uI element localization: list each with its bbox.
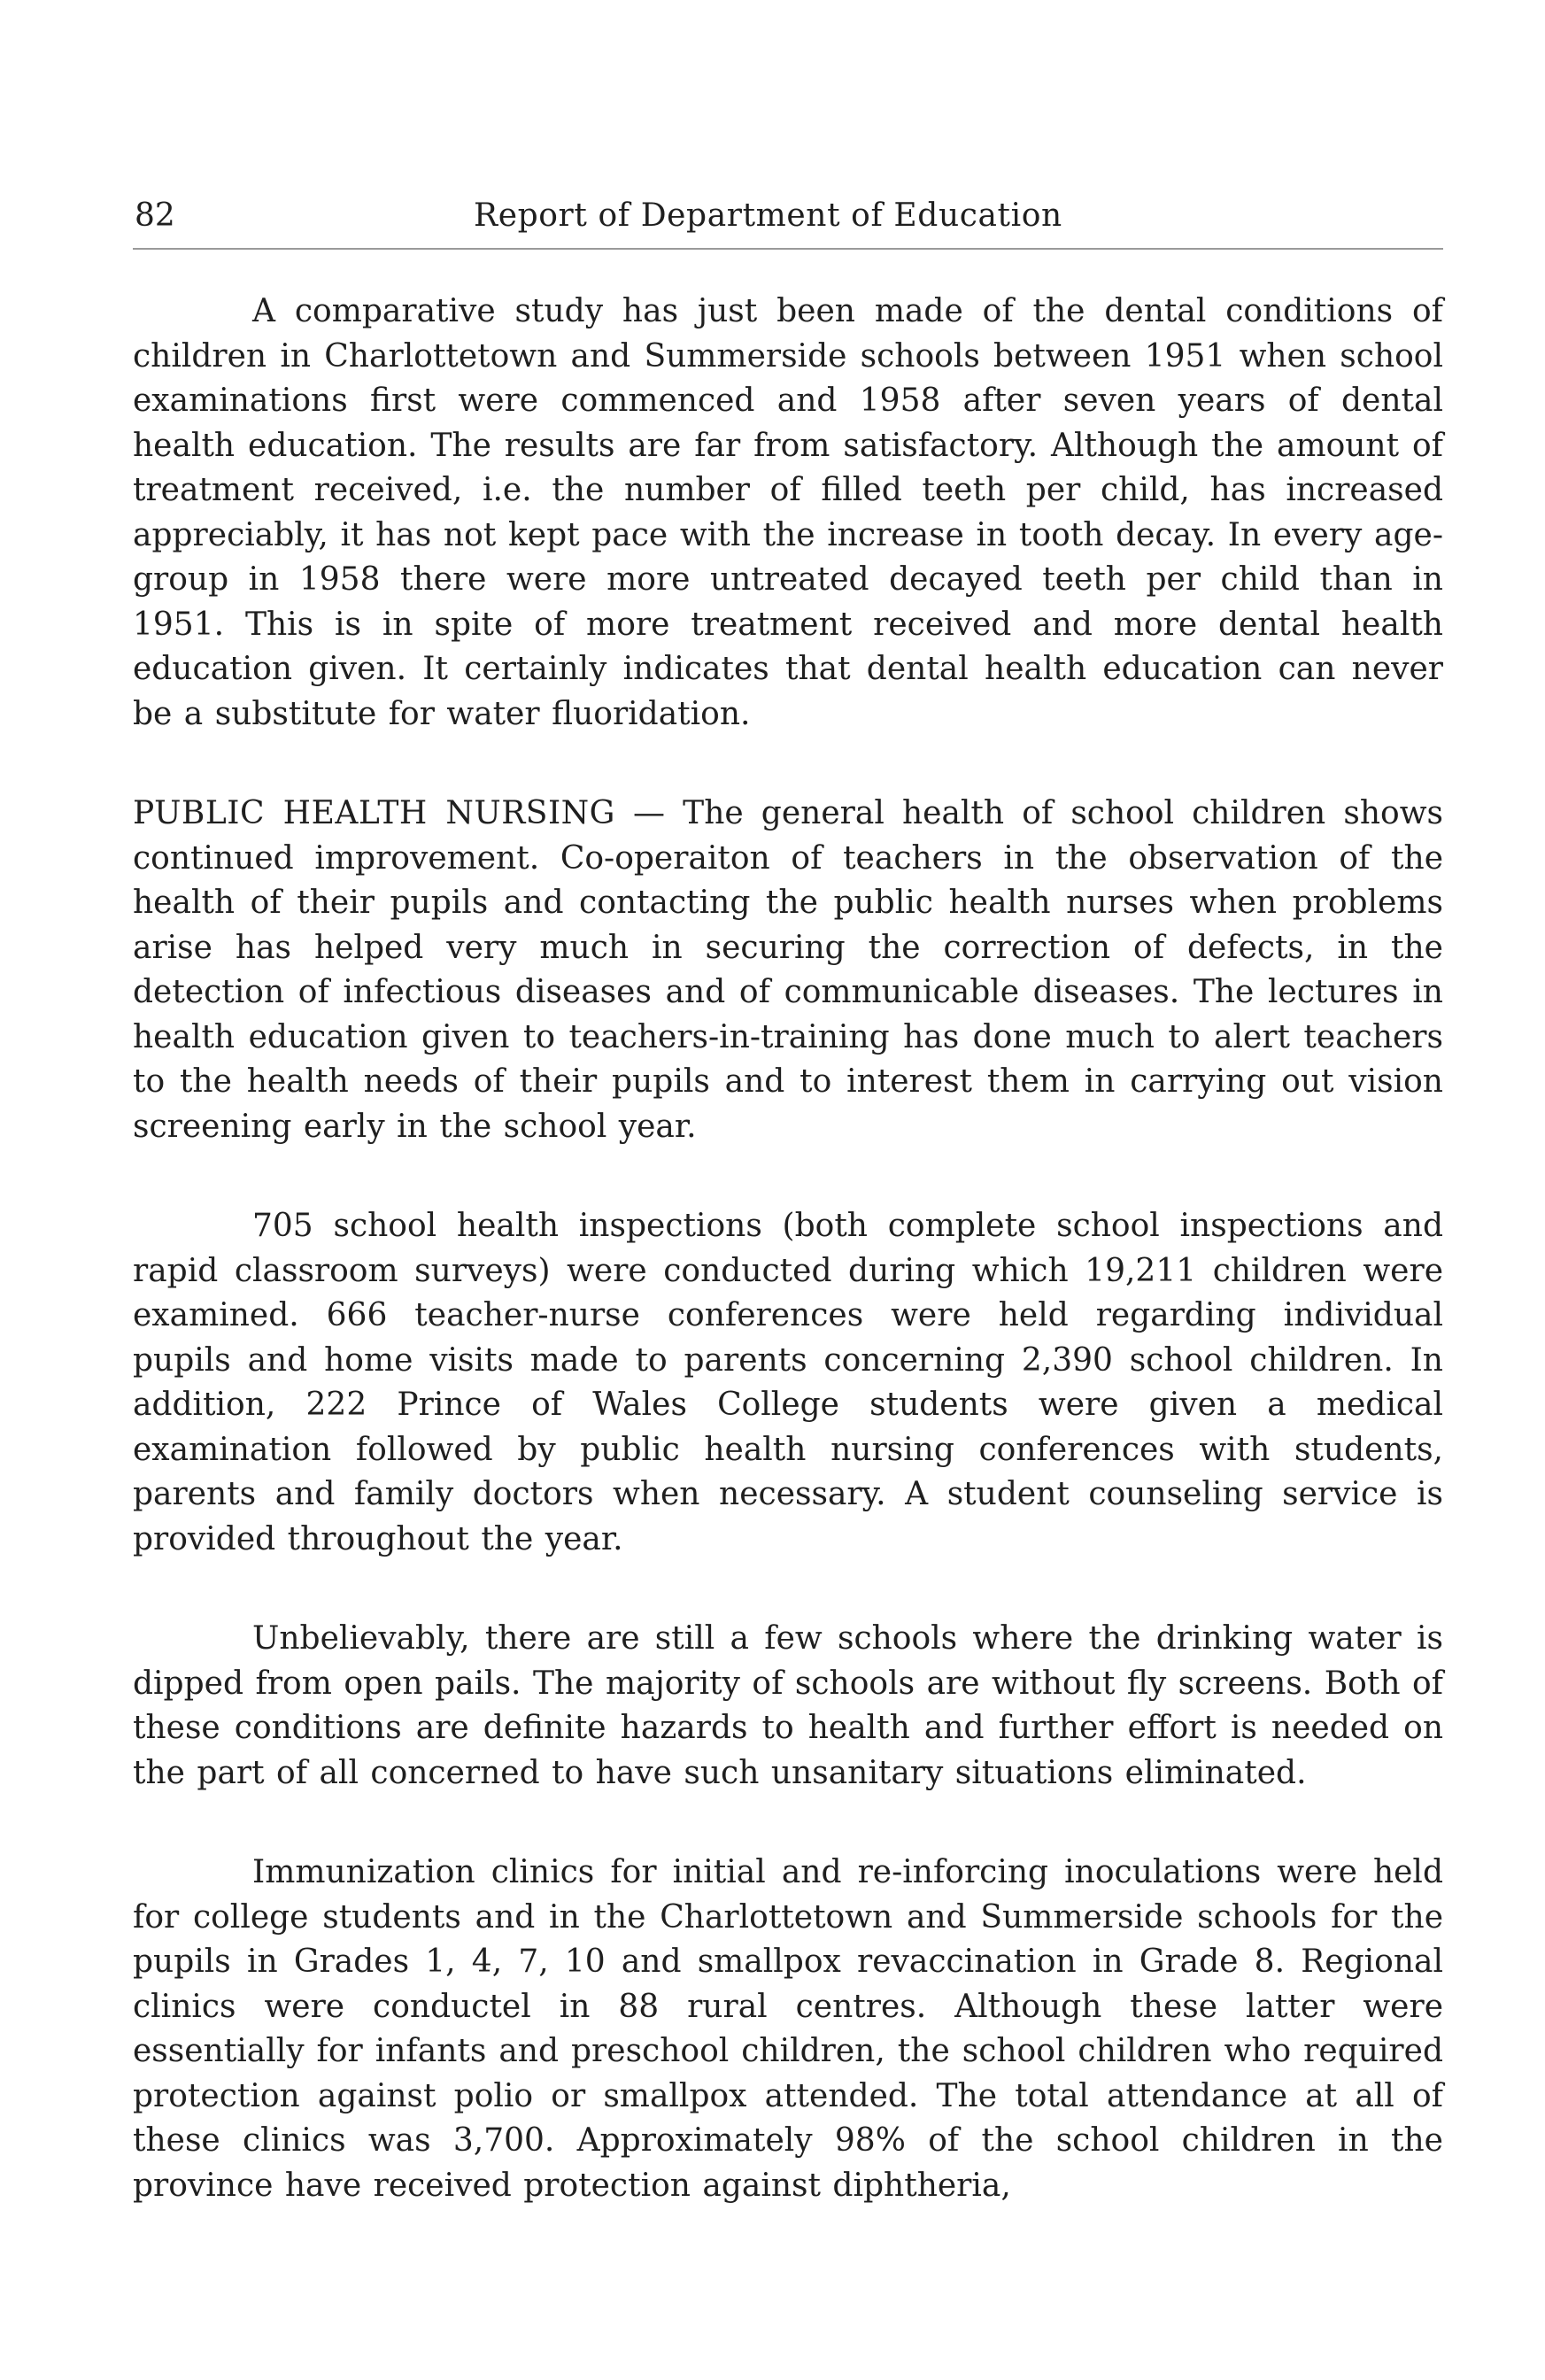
paragraph-drinking-water: Unbelievably, there are still a few schools where the drinking water is dipped from open pails. The majority of schools are without fly screens. Both of these conditions are definite hazards to health and further effort is needed on the part of all concerned to have such unsanitary situations eliminated.: [133, 1620, 1443, 1791]
document-page: [133, 0, 1443, 2380]
running-title: Report of Department of Education: [474, 197, 1062, 234]
paragraph-dental-study: A comparative study has just been made of the dental conditions of children in Charlottetown and Summerside schools between 1951 when school examinations first were commenced and 1958 after seven years of dental health education. The results are far from satisfactory. Although the amount of treatment received, i.e. the number of filled teeth per child, has increased appreciably, it has not kept pace with the increase in tooth decay. In every age-group in 1958 there were more untreated decayed teeth per child than in 1951. This is in spite of more treatment received and more dental health education given. It certainly indicates that dental health education can never be a substitute for water fluoridation.: [133, 293, 1443, 732]
paragraph-school-inspections: 705 school health inspections (both complete school inspections and rapid classroom surveys) were conducted during which 19,211 children were examined. 666 teacher-nurse conferences were held regarding individual pupils and home visits made to parents concerning 2,390 school children. In addition, 222 Prince of Wales College students were given a medical examination followed by public health nursing conferences with students, parents and family doctors when necessary. A student counseling service is provided throughout the year.: [133, 1208, 1443, 1557]
body-text: [133, 290, 1443, 2208]
page-header: [133, 189, 1443, 243]
paragraph-immunization: Immunization clinics for initial and re-inforcing inoculations were held for college students and in the Charlottetown and Summerside schools for the pupils in Grades 1, 4, 7, 10 and smallpox revaccination in Grade 8. Regional clinics were conductel in 88 rural centres. Although these latter were essentially for infants and preschool children, the school children who required protection against polio or smallpox attended. The total attendance at all of these clinics was 3,700. Approximately 98% of the school children in the province have received protection against diphtheria,: [133, 1854, 1443, 2204]
section-heading-public-health-nursing: PUBLIC HEALTH NURSING: [133, 795, 615, 831]
paragraph-public-health-nursing-text: — The general health of school children shows continued improvement. Co-operaiton of teachers in the observation of the health of their pupils and contacting the public health nurses when problems arise has helped very much in securing the correction of defects, in the detection of infectious diseases and of communicable diseases. The lectures in health education given to teachers-in-training has done much to alert teachers to the health needs of their pupils and to interest them in carrying out vision screening early in the school year.: [133, 795, 1443, 1145]
page-number: 82: [135, 197, 175, 234]
header-rule: [133, 248, 1443, 250]
paragraph-public-health-nursing: [133, 792, 1443, 1149]
